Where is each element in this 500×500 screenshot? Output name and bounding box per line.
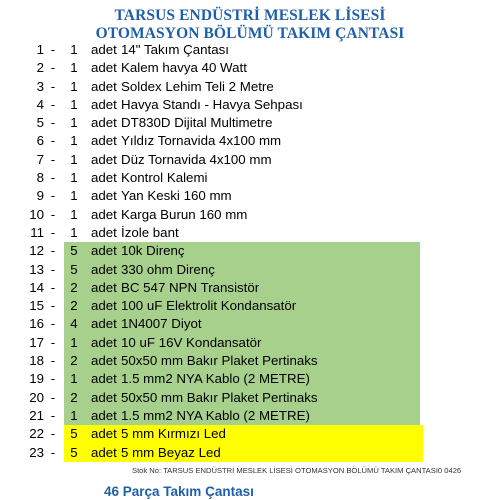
item-dash: - xyxy=(50,115,56,131)
item-dash: - xyxy=(50,224,56,240)
list-item xyxy=(0,96,500,114)
item-number: 6 xyxy=(36,133,44,149)
list-item xyxy=(0,169,500,187)
item-quantity: 2 xyxy=(70,389,78,405)
item-quantity: 5 xyxy=(70,426,78,442)
item-description: 5 mm Kırmızı Led xyxy=(121,426,226,442)
item-number: 16 xyxy=(29,316,44,332)
item-number: 4 xyxy=(36,96,44,112)
item-description: Düz Tornavida 4x100 mm xyxy=(121,151,272,167)
list-item xyxy=(0,279,500,297)
list-item xyxy=(0,352,500,370)
item-dash: - xyxy=(50,151,56,167)
list-item xyxy=(0,425,500,443)
item-unit: adet xyxy=(91,389,117,405)
item-quantity: 2 xyxy=(70,279,78,295)
item-unit: adet xyxy=(91,426,117,442)
list-item xyxy=(0,224,500,242)
item-unit: adet xyxy=(91,316,117,332)
item-dash: - xyxy=(50,444,56,460)
item-quantity: 1 xyxy=(70,60,78,76)
item-unit: adet xyxy=(91,133,117,149)
item-number: 8 xyxy=(36,170,44,186)
list-item xyxy=(0,407,500,425)
page-title: TARSUS ENDÜSTRİ MESLEK LİSESİ xyxy=(114,7,386,24)
list-item xyxy=(0,151,500,169)
item-unit: adet xyxy=(91,261,117,277)
item-number: 14 xyxy=(29,279,44,295)
item-unit: adet xyxy=(91,334,117,350)
item-dash: - xyxy=(50,96,56,112)
item-quantity: 1 xyxy=(70,151,78,167)
item-description: İzole bant xyxy=(121,224,179,240)
item-description: 14" Takım Çantası xyxy=(121,42,229,57)
item-quantity: 1 xyxy=(70,224,78,240)
item-number: 22 xyxy=(29,426,44,442)
item-quantity: 2 xyxy=(70,298,78,314)
list-item xyxy=(0,370,500,388)
item-unit: adet xyxy=(91,298,117,314)
item-description: 10k Direnç xyxy=(121,243,185,259)
item-description: 50x50 mm Bakır Plaket Pertinaks xyxy=(121,389,318,405)
item-quantity: 1 xyxy=(70,188,78,204)
item-description: Yıldız Tornavida 4x100 mm xyxy=(121,133,282,149)
item-unit: adet xyxy=(91,115,117,131)
list-item xyxy=(0,78,500,96)
item-unit: adet xyxy=(91,78,117,94)
row-highlight xyxy=(64,261,420,279)
item-quantity: 1 xyxy=(70,371,78,387)
item-quantity: 5 xyxy=(70,444,78,460)
item-number: 5 xyxy=(36,115,44,131)
item-number: 2 xyxy=(36,60,44,76)
item-dash: - xyxy=(50,279,56,295)
list-item xyxy=(0,187,500,205)
item-number: 13 xyxy=(29,261,44,277)
item-unit: adet xyxy=(91,96,117,112)
list-item xyxy=(0,297,500,315)
item-quantity: 1 xyxy=(70,170,78,186)
item-unit: adet xyxy=(91,151,117,167)
item-number: 11 xyxy=(30,224,44,240)
item-description: Soldex Lehim Teli 2 Metre xyxy=(121,78,274,94)
item-description: DT830D Dijital Multimetre xyxy=(121,115,273,131)
list-item xyxy=(0,389,500,407)
item-dash: - xyxy=(50,243,56,259)
item-description: 1.5 mm2 NYA Kablo (2 METRE) xyxy=(121,371,310,387)
item-description: 1N4007 Diyot xyxy=(121,316,202,332)
item-number: 9 xyxy=(36,188,44,204)
item-quantity: 1 xyxy=(70,206,78,222)
item-quantity: 1 xyxy=(70,78,78,94)
item-unit: adet xyxy=(91,279,117,295)
row-highlight xyxy=(64,315,420,333)
item-description: Karga Burun 160 mm xyxy=(121,206,248,222)
item-quantity: 5 xyxy=(70,243,78,259)
item-dash: - xyxy=(50,42,56,57)
item-quantity: 1 xyxy=(70,96,78,112)
item-dash: - xyxy=(50,353,56,369)
item-quantity: 1 xyxy=(70,133,78,149)
item-unit: adet xyxy=(91,206,117,222)
item-quantity: 4 xyxy=(70,316,78,332)
stock-note: Stok No: TARSUS ENDÜSTRİ MESLEK LİSESİ OTOMASYON BÖLÜMÜ TAKIM ÇANTASI0 0426 xyxy=(132,466,462,475)
item-quantity: 5 xyxy=(70,261,78,277)
item-description: Kalem havya 40 Watt xyxy=(121,60,247,76)
item-dash: - xyxy=(50,188,56,204)
item-number: 19 xyxy=(29,371,44,387)
list-item xyxy=(0,444,500,462)
list-item xyxy=(0,59,500,77)
item-description: Havya Standı - Havya Sehpası xyxy=(121,96,303,112)
item-quantity: 1 xyxy=(70,42,78,57)
item-dash: - xyxy=(50,170,56,186)
item-unit: adet xyxy=(91,188,117,204)
row-highlight xyxy=(64,425,423,443)
item-unit: adet xyxy=(91,371,117,387)
list-item xyxy=(0,242,500,260)
item-description: 1.5 mm2 NYA Kablo (2 METRE) xyxy=(121,407,310,423)
item-quantity: 2 xyxy=(70,353,78,369)
item-number: 7 xyxy=(36,151,44,167)
item-dash: - xyxy=(50,261,56,277)
item-description: 330 ohm Direnç xyxy=(121,261,215,277)
item-unit: adet xyxy=(91,243,117,259)
item-unit: adet xyxy=(91,170,117,186)
item-quantity: 1 xyxy=(70,334,78,350)
list-item xyxy=(0,261,500,279)
item-description: Kontrol Kalemi xyxy=(121,170,208,186)
item-dash: - xyxy=(50,426,56,442)
item-description: BC 547 NPN Transistör xyxy=(121,279,260,295)
item-description: 100 uF Elektrolit Kondansatör xyxy=(121,298,297,314)
item-number: 17 xyxy=(29,334,44,350)
item-dash: - xyxy=(50,60,56,76)
item-number: 15 xyxy=(29,298,44,314)
item-unit: adet xyxy=(91,224,117,240)
page-subtitle: OTOMASYON BÖLÜMÜ TAKIM ÇANTASI xyxy=(95,25,405,42)
item-dash: - xyxy=(50,298,56,314)
item-unit: adet xyxy=(91,444,117,460)
item-description: 50x50 mm Bakır Plaket Pertinaks xyxy=(121,353,318,369)
item-dash: - xyxy=(50,334,56,350)
item-number: 21 xyxy=(29,407,44,423)
item-list xyxy=(0,41,500,462)
item-dash: - xyxy=(50,389,56,405)
item-description: 5 mm Beyaz Led xyxy=(121,444,221,460)
list-item xyxy=(0,114,500,132)
item-dash: - xyxy=(50,133,56,149)
list-item xyxy=(0,206,500,224)
item-description: Yan Keski 160 mm xyxy=(121,188,232,204)
row-highlight xyxy=(64,444,423,462)
item-dash: - xyxy=(50,316,56,332)
list-item xyxy=(0,41,500,59)
item-number: 23 xyxy=(29,444,44,460)
item-dash: - xyxy=(50,206,56,222)
item-number: 18 xyxy=(29,353,44,369)
item-unit: adet xyxy=(91,42,117,57)
item-number: 1 xyxy=(36,42,44,57)
item-number: 20 xyxy=(29,389,44,405)
item-description: 10 uF 16V Kondansatör xyxy=(121,334,262,350)
row-highlight xyxy=(64,242,420,260)
item-number: 12 xyxy=(29,243,44,259)
footer-summary: 46 Parça Takım Çantası xyxy=(104,484,254,499)
item-unit: adet xyxy=(91,60,117,76)
item-dash: - xyxy=(50,78,56,94)
item-unit: adet xyxy=(91,407,117,423)
item-quantity: 1 xyxy=(70,407,78,423)
item-number: 10 xyxy=(29,206,44,222)
item-number: 3 xyxy=(36,78,44,94)
item-dash: - xyxy=(50,371,56,387)
item-quantity: 1 xyxy=(70,115,78,131)
list-item xyxy=(0,132,500,150)
item-unit: adet xyxy=(91,353,117,369)
list-item xyxy=(0,334,500,352)
item-dash: - xyxy=(50,407,56,423)
list-item xyxy=(0,315,500,333)
